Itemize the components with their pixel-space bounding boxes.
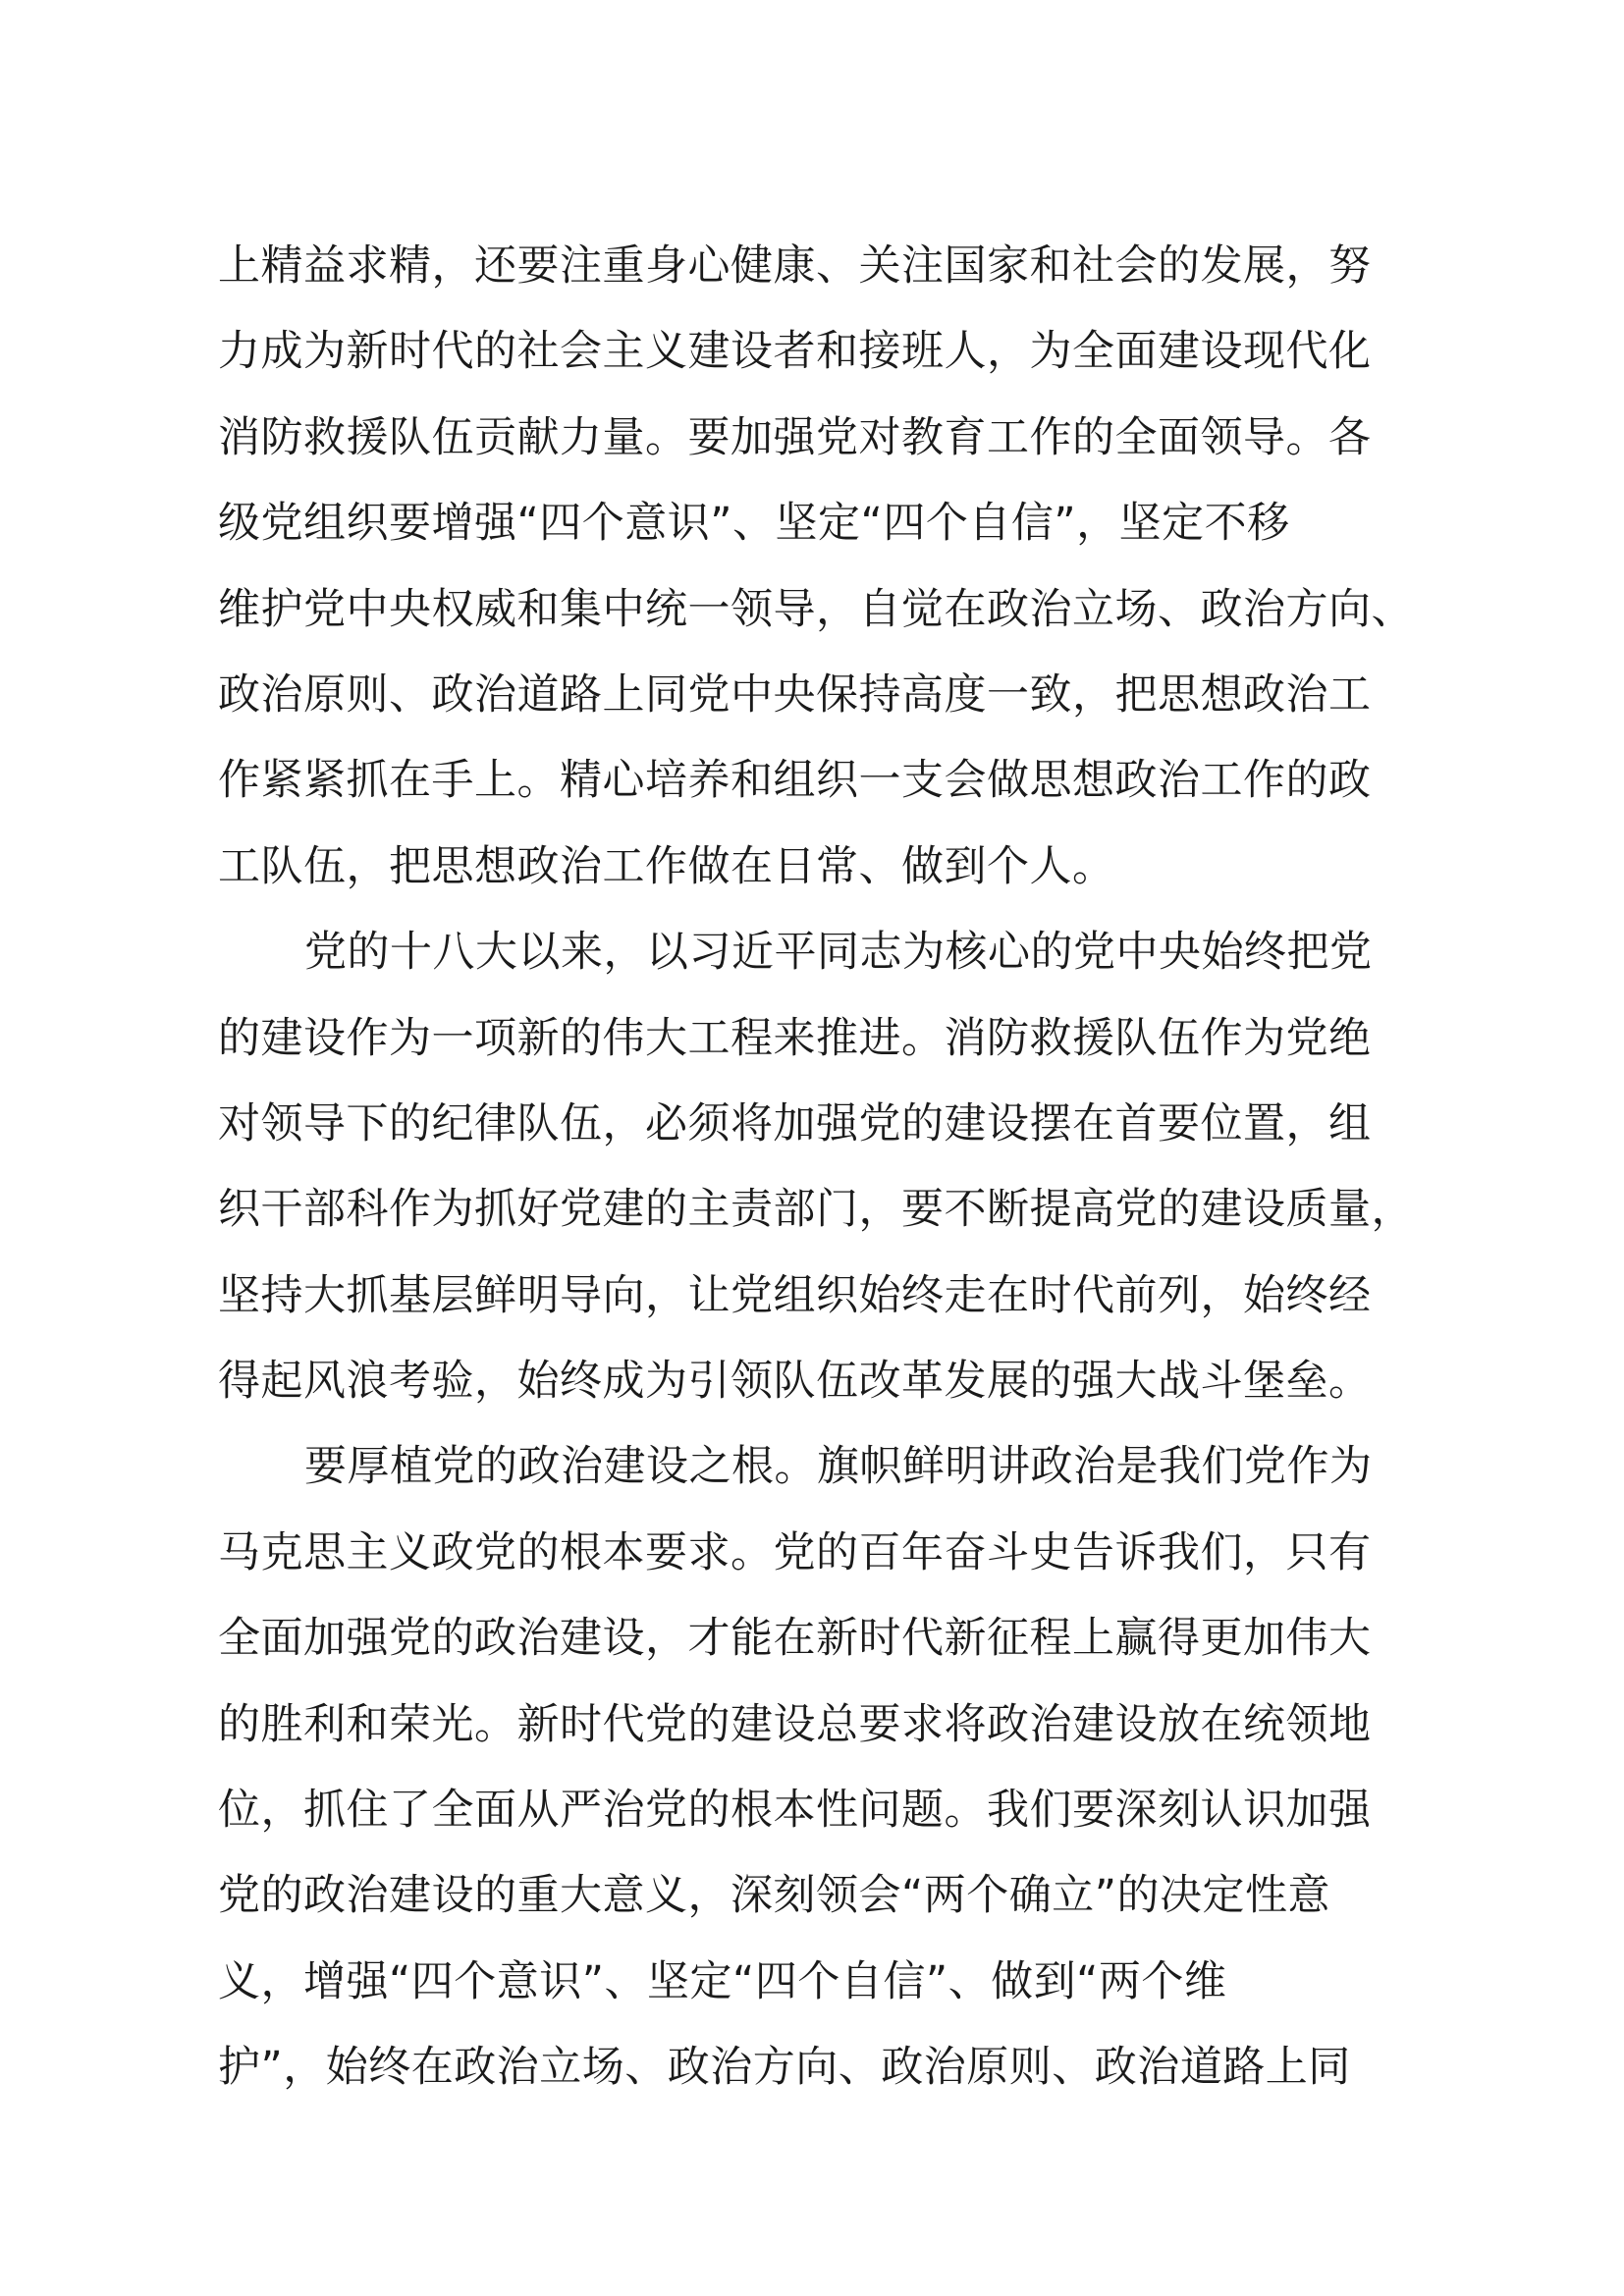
text-line: 级党组织要增强“四个意识”、坚定“四个自信”，坚定不移 bbox=[218, 499, 1290, 549]
paragraph-start-line: 党的十八大以来，以习近平同志为核心的党中央始终把党 bbox=[304, 928, 1373, 978]
text-line: 政治原则、政治道路上同党中央保持高度一致，把思想政治工 bbox=[218, 669, 1372, 720]
text-line: 作紧紧抓在手上。精心培养和组织一支会做思想政治工作的政 bbox=[218, 756, 1372, 806]
paragraph-start-line: 要厚植党的政治建设之根。旗帜鲜明讲政治是我们党作为 bbox=[304, 1442, 1373, 1492]
text-line: 坚持大抓基层鲜明导向，让党组织始终走在时代前列，始终经 bbox=[218, 1270, 1372, 1320]
text-line: 的建设作为一项新的伟大工程来推进。消防救援队伍作为党绝 bbox=[218, 1013, 1372, 1063]
body-text bbox=[218, 224, 1435, 2111]
text-line: 上精益求精，还要注重身心健康、关注国家和社会的发展，努 bbox=[218, 241, 1372, 291]
text-line: 的胜利和荣光。新时代党的建设总要求将政治建设放在统领地 bbox=[218, 1699, 1372, 1749]
text-line: 力成为新时代的社会主义建设者和接班人，为全面建设现代化 bbox=[218, 327, 1372, 377]
text-line: 全面加强党的政治建设，才能在新时代新征程上赢得更加伟大 bbox=[218, 1614, 1372, 1664]
text-line: 位，抓住了全面从严治党的根本性问题。我们要深刻认识加强 bbox=[218, 1786, 1372, 1836]
text-line: 对领导下的纪律队伍，必须将加强党的建设摆在首要位置，组 bbox=[218, 1098, 1372, 1148]
text-line: 马克思主义政党的根本要求。党的百年奋斗史告诉我们，只有 bbox=[218, 1527, 1372, 1577]
text-line: 党的政治建设的重大意义，深刻领会“两个确立”的决定性意 bbox=[218, 1871, 1331, 1921]
text-line: 义，增强“四个意识”、坚定“四个自信”、做到“两个维 bbox=[218, 1956, 1227, 2006]
text-line: 消防救援队伍贡献力量。要加强党对教育工作的全面领导。各 bbox=[218, 412, 1372, 462]
text-line: 织干部科作为抓好党建的主责部门，要不断提高党的建设质量， bbox=[218, 1185, 1414, 1235]
text-line: 维护党中央权威和集中统一领导，自觉在政治立场、政治方向、 bbox=[218, 584, 1414, 634]
text-line: 得起风浪考验，始终成为引领队伍改革发展的强大战斗堡垒。 bbox=[218, 1357, 1372, 1407]
text-line: 工队伍，把思想政治工作做在日常、做到个人。 bbox=[218, 841, 1115, 891]
text-line: 护”，始终在政治立场、政治方向、政治原则、政治道路上同 bbox=[218, 2043, 1351, 2093]
